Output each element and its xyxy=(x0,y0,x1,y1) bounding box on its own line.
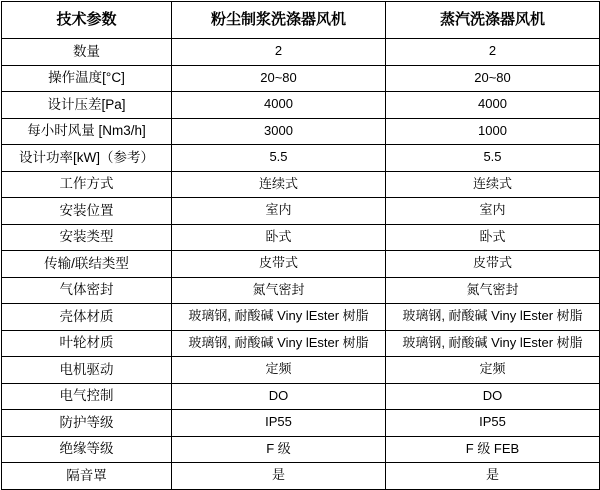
table-row xyxy=(2,330,600,357)
row-value-col2: 氮气密封 xyxy=(386,277,600,304)
row-value-col2: 1000 xyxy=(386,118,600,145)
row-value-col1: 2 xyxy=(172,39,386,66)
row-label: 工作方式 xyxy=(2,171,172,198)
table-row xyxy=(2,304,600,331)
row-value-col1: 定频 xyxy=(172,357,386,384)
table-row xyxy=(2,39,600,66)
row-value-col2: 玻璃钢, 耐酸碱 Viny lEster 树脂 xyxy=(386,330,600,357)
row-value-col1: 氮气密封 xyxy=(172,277,386,304)
row-label: 设计压差[Pa] xyxy=(2,92,172,119)
row-label: 安装类型 xyxy=(2,224,172,251)
table-row xyxy=(2,171,600,198)
table-row xyxy=(2,224,600,251)
row-value-col1: 5.5 xyxy=(172,145,386,172)
row-label: 电机驱动 xyxy=(2,357,172,384)
table-row xyxy=(2,251,600,278)
row-value-col2: 室内 xyxy=(386,198,600,225)
table-row xyxy=(2,65,600,92)
table-header-row xyxy=(2,2,600,39)
row-label: 隔音罩 xyxy=(2,463,172,490)
row-value-col1: DO xyxy=(172,383,386,410)
row-label: 传输/联结类型 xyxy=(2,251,172,278)
row-label: 壳体材质 xyxy=(2,304,172,331)
row-value-col2: 玻璃钢, 耐酸碱 Viny lEster 树脂 xyxy=(386,304,600,331)
row-value-col1: IP55 xyxy=(172,410,386,437)
row-value-col1: 3000 xyxy=(172,118,386,145)
row-value-col2: 定频 xyxy=(386,357,600,384)
row-value-col2: 5.5 xyxy=(386,145,600,172)
row-value-col2: 皮带式 xyxy=(386,251,600,278)
row-label: 绝缘等级 xyxy=(2,436,172,463)
row-value-col2: 连续式 xyxy=(386,171,600,198)
row-value-col1: F 级 xyxy=(172,436,386,463)
row-value-col2: 是 xyxy=(386,463,600,490)
row-value-col1: 连续式 xyxy=(172,171,386,198)
specification-table xyxy=(1,1,600,490)
row-label: 叶轮材质 xyxy=(2,330,172,357)
table-row xyxy=(2,436,600,463)
row-value-col1: 玻璃钢, 耐酸碱 Viny lEster 树脂 xyxy=(172,330,386,357)
table-row xyxy=(2,118,600,145)
row-value-col2: 4000 xyxy=(386,92,600,119)
row-label: 防护等级 xyxy=(2,410,172,437)
row-label: 数量 xyxy=(2,39,172,66)
column-header-parameter: 技术参数 xyxy=(2,2,172,39)
row-value-col1: 20~80 xyxy=(172,65,386,92)
row-value-col1: 4000 xyxy=(172,92,386,119)
row-label: 电气控制 xyxy=(2,383,172,410)
row-value-col1: 玻璃钢, 耐酸碱 Viny lEster 树脂 xyxy=(172,304,386,331)
row-value-col2: 20~80 xyxy=(386,65,600,92)
row-value-col2: IP55 xyxy=(386,410,600,437)
table-row xyxy=(2,277,600,304)
table-row xyxy=(2,410,600,437)
row-label: 安装位置 xyxy=(2,198,172,225)
row-value-col1: 是 xyxy=(172,463,386,490)
row-value-col1: 皮带式 xyxy=(172,251,386,278)
table-row xyxy=(2,463,600,490)
column-header-steam-scrubber-fan: 蒸汽洗涤器风机 xyxy=(386,2,600,39)
table-row xyxy=(2,198,600,225)
row-label: 操作温度[°C] xyxy=(2,65,172,92)
row-value-col2: 2 xyxy=(386,39,600,66)
row-value-col1: 室内 xyxy=(172,198,386,225)
row-value-col2: DO xyxy=(386,383,600,410)
table-row xyxy=(2,145,600,172)
row-value-col1: 卧式 xyxy=(172,224,386,251)
row-value-col2: 卧式 xyxy=(386,224,600,251)
table-row xyxy=(2,357,600,384)
column-header-dust-pulping-scrubber-fan: 粉尘制浆洗涤器风机 xyxy=(172,2,386,39)
row-label: 每小时风量 [Nm3/h] xyxy=(2,118,172,145)
row-label: 气体密封 xyxy=(2,277,172,304)
row-value-col2: F 级 FEB xyxy=(386,436,600,463)
table-row xyxy=(2,383,600,410)
row-label: 设计功率[kW]（参考） xyxy=(2,145,172,172)
table-row xyxy=(2,92,600,119)
